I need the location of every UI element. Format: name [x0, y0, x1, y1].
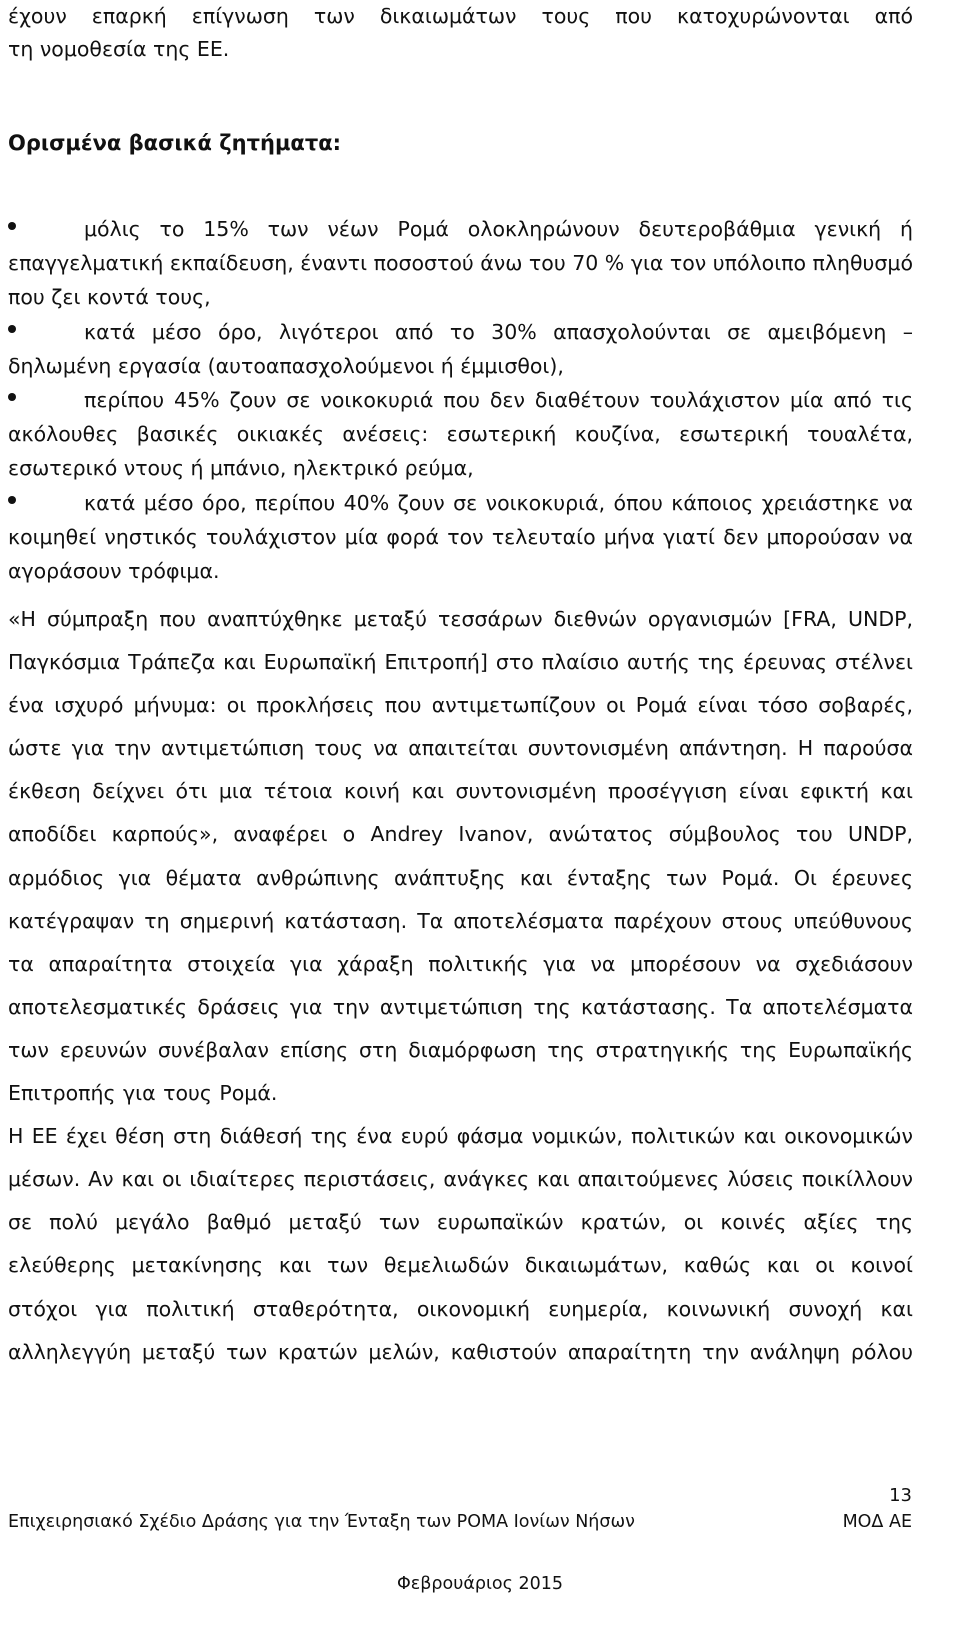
bullet-icon [8, 393, 16, 401]
page-number: 13 [889, 1485, 912, 1506]
list-item-text: περίπου 45% ζουν σε νοικοκυριά που δεν διαθέτουν τουλάχιστον μία από τις ακόλουθες βασικές οικιακές ανέσεις: εσωτερική κουζίνα, εσωτερική τουαλέτα, εσωτερικό ντους ή μπάνιο, ηλεκτρικό ρεύμα, [8, 388, 913, 481]
section-heading: Ορισμένα βασικά ζητήματα: [8, 131, 342, 155]
intro-line: έχουν επαρκή επίγνωση των δικαιωμάτων τους που κατοχυρώνονται από [8, 4, 913, 28]
bullet-icon [8, 496, 16, 504]
footer-organization: ΜΟΔ ΑΕ [842, 1512, 912, 1532]
intro-line: τη νομοθεσία της ΕΕ. [8, 37, 230, 61]
footer-document-title: Επιχειρησιακό Σχέδιο Δράσης για την Ένταξη των ΡΟΜΑ Ιονίων Νήσων [8, 1512, 635, 1532]
intro-continuation [8, 0, 913, 66]
list-item [8, 212, 913, 315]
list-item-text: κατά μέσο όρο, περίπου 40% ζουν σε νοικοκυριά, όπου κάποιος χρειάστηκε να κοιμηθεί νηστικός τουλάχιστον μία φορά τον τελευταίο μήνα γιατί δεν μπορούσαν να αγοράσουν τρόφιμα. [8, 490, 913, 584]
eu-tools-paragraph: Η ΕΕ έχει θέση στη διάθεσή της ένα ευρύ φάσμα νομικών, πολιτικών και οικονομικών μέσων. Αν και οι ιδιαίτερες περιστάσεις, ανάγκες και απαιτούμενες λύσεις ποικίλλουν σε πολύ μεγάλο βαθμό μεταξύ των ευρωπαϊκών κρατών, οι κοινές αξίες της ελεύθερης μετακίνησης και των θεμελιωδών δικαιωμάτων, καθώς και οι κοινοί στόχοι για πολιτική σταθερότητα, οικονομική ευημερία, κοινωνική συνοχή και αλληλεγγύη μεταξύ των κρατών μελών, καθιστούν απαραίτητη την ανάληψη ρόλου [8, 1124, 913, 1364]
bullet-icon [8, 222, 16, 230]
body-text [8, 598, 913, 1374]
list-item-text: κατά μέσο όρο, λιγότεροι από το 30% απασχολούνται σε αμειβόμενη – δηλωμένη εργασία (αυτοαπασχολούμενοι ή έμμισθοι), [8, 319, 913, 378]
quote-paragraph: «Η σύμπραξη που αναπτύχθηκε μεταξύ τεσσάρων διεθνών οργανισμών [FRA, UNDP, Παγκόσμια Τράπεζα και Ευρωπαϊκή Επιτροπή] στο πλαίσιο αυτής της έρευνας στέλνει ένα ισχυρό μήνυμα: οι προκλήσεις που αντιμετωπίζουν οι Ρομά είναι τόσο σοβαρές, ώστε για την αντιμετώπιση τους να απαιτείται συντονισμένη απάντηση. Η παρούσα έκθεση δείχνει ότι μια τέτοια κοινή και συντονισμένη προσέγγιση είναι εφικτή και αποδίδει καρπούς», αναφέρει ο Andrey Ivanov, ανώτατος σύμβουλος του UNDP, αρμόδιος για θέματα ανθρώπινης ανάπτυξης και ένταξης των Ρομά. Οι έρευνες κατέγραψαν τη σημερινή κατάσταση. Τα αποτελέσματα παρέχουν στους υπεύθυνους τα απαραίτητα στοιχεία για χάραξη πολιτικής για να μπορέσουν να σχεδιάσουν αποτελεσματικές δράσεις για την αντιμετώπιση της κατάστασης. Τα αποτελέσματα των ερευνών συνέβαλαν επίσης στη διαμόρφωση της στρατηγικής της Ευρωπαϊκής Επιτροπής για τους Ρομά. [8, 607, 913, 1106]
key-issues-list [8, 212, 913, 588]
list-item [8, 383, 913, 486]
footer-date: Φεβρουάριος 2015 [397, 1574, 563, 1594]
bullet-icon [8, 325, 16, 333]
list-item-text: μόλις το 15% των νέων Ρομά ολοκληρώνουν δευτεροβάθμια γενική ή επαγγελματική εκπαίδευση, έναντι ποσοστού άνω του 70 % για τον υπόλοιπο πληθυσμό που ζει κοντά τους, [8, 217, 913, 310]
list-item [8, 486, 913, 589]
list-item [8, 315, 913, 383]
